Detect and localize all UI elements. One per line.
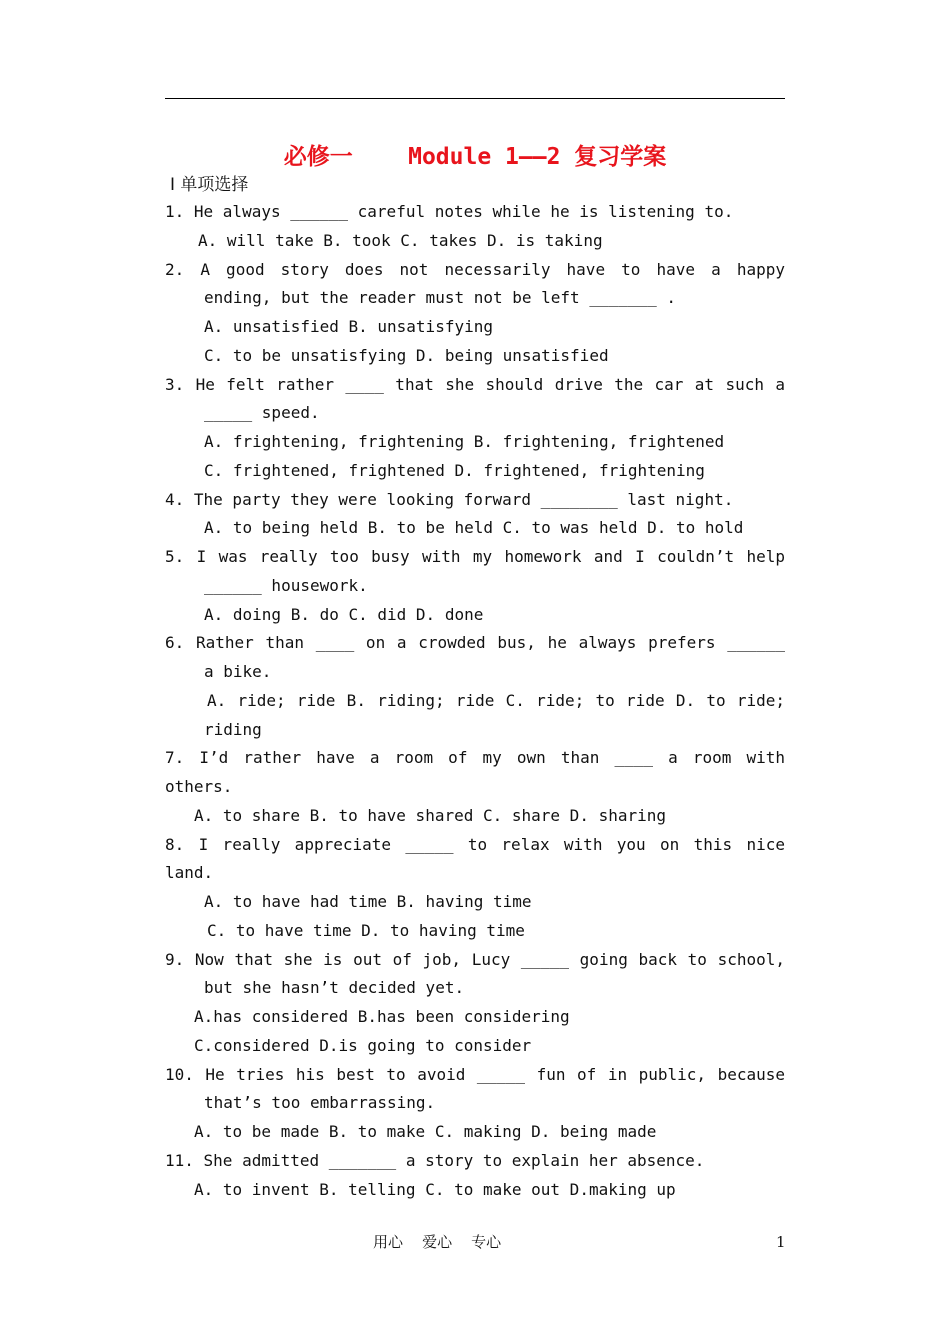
page-footer: 用心 爱心 专心 xyxy=(373,1233,502,1251)
text-line: riding xyxy=(204,719,262,739)
text-line: others. xyxy=(165,777,233,796)
text-line: but she hasn’t decided yet. xyxy=(204,978,465,998)
text-line: 11. She admitted _______ a story to explain her absence. xyxy=(165,1150,705,1170)
text-line: 10. He tries his best to avoid _____ fun of in public, because xyxy=(165,1064,785,1084)
text-line: 1. He always ______ careful notes while he is listening to. xyxy=(165,202,734,221)
text-line: 5. I was really too busy with my homework and I couldn’t help xyxy=(165,547,785,566)
text-line: A. to have had time B. having time xyxy=(204,892,532,911)
text-line: a bike. xyxy=(204,662,272,681)
text-line: 4. The party they were looking forward ________ last night. xyxy=(165,489,734,509)
section-heading: Ⅰ 单项选择 xyxy=(170,175,249,195)
text-line: land. xyxy=(165,863,214,883)
text-line: C. frightened, frightened D. frightened, frightening xyxy=(204,460,705,480)
header-rule xyxy=(165,98,785,99)
text-line: A. will take B. took C. takes D. is taking xyxy=(198,230,603,250)
text-line: A. to being held B. to be held C. to was held D. to hold xyxy=(204,518,744,538)
text-line: A. to share B. to have shared C. share D. sharing xyxy=(194,805,667,825)
text-line: 9. Now that she is out of job, Lucy _____ going back to school, xyxy=(165,949,785,969)
text-line: C.considered D.is going to consider xyxy=(194,1035,532,1055)
text-line: A. to invent B. telling C. to make out D.making up xyxy=(194,1179,676,1199)
text-line: C. to have time D. to having time xyxy=(207,920,525,940)
text-line: A. doing B. do C. did D. done xyxy=(204,604,484,624)
text-line: 7. I’d rather have a room of my own than ____ a room with xyxy=(165,748,785,768)
text-line: C. to be unsatisfying D. being unsatisfied xyxy=(204,345,609,365)
text-line: 2. A good story does not necessarily have to have a happy xyxy=(165,259,785,279)
page-title: 必修一 Module 1——2 复习学案 xyxy=(283,144,667,170)
text-line: A. unsatisfied B. unsatisfying xyxy=(204,317,493,336)
question-list xyxy=(165,198,785,1204)
text-line: A.has considered B.has been considering xyxy=(194,1007,570,1026)
text-line: A. frightening, frightening B. frightening, frightened xyxy=(204,432,725,451)
text-line: 8. I really appreciate _____ to relax with you on this nice xyxy=(165,834,785,854)
text-line: 3. He felt rather ____ that she should drive the car at such a xyxy=(165,374,785,394)
text-line: that’s too embarrassing. xyxy=(204,1093,436,1113)
text-line: ending, but the reader must not be left _______ . xyxy=(204,288,677,308)
page-number: 1 xyxy=(776,1233,786,1251)
text-line: _____ speed. xyxy=(204,403,320,423)
text-line: ______ housework. xyxy=(204,575,368,595)
text-line: 6. Rather than ____ on a crowded bus, he always prefers ______ xyxy=(165,633,785,653)
text-line: A. to be made B. to make C. making D. being made xyxy=(194,1122,657,1141)
text-line: A. ride; ride B. riding; ride C. ride; to ride D. to ride; xyxy=(207,690,785,710)
